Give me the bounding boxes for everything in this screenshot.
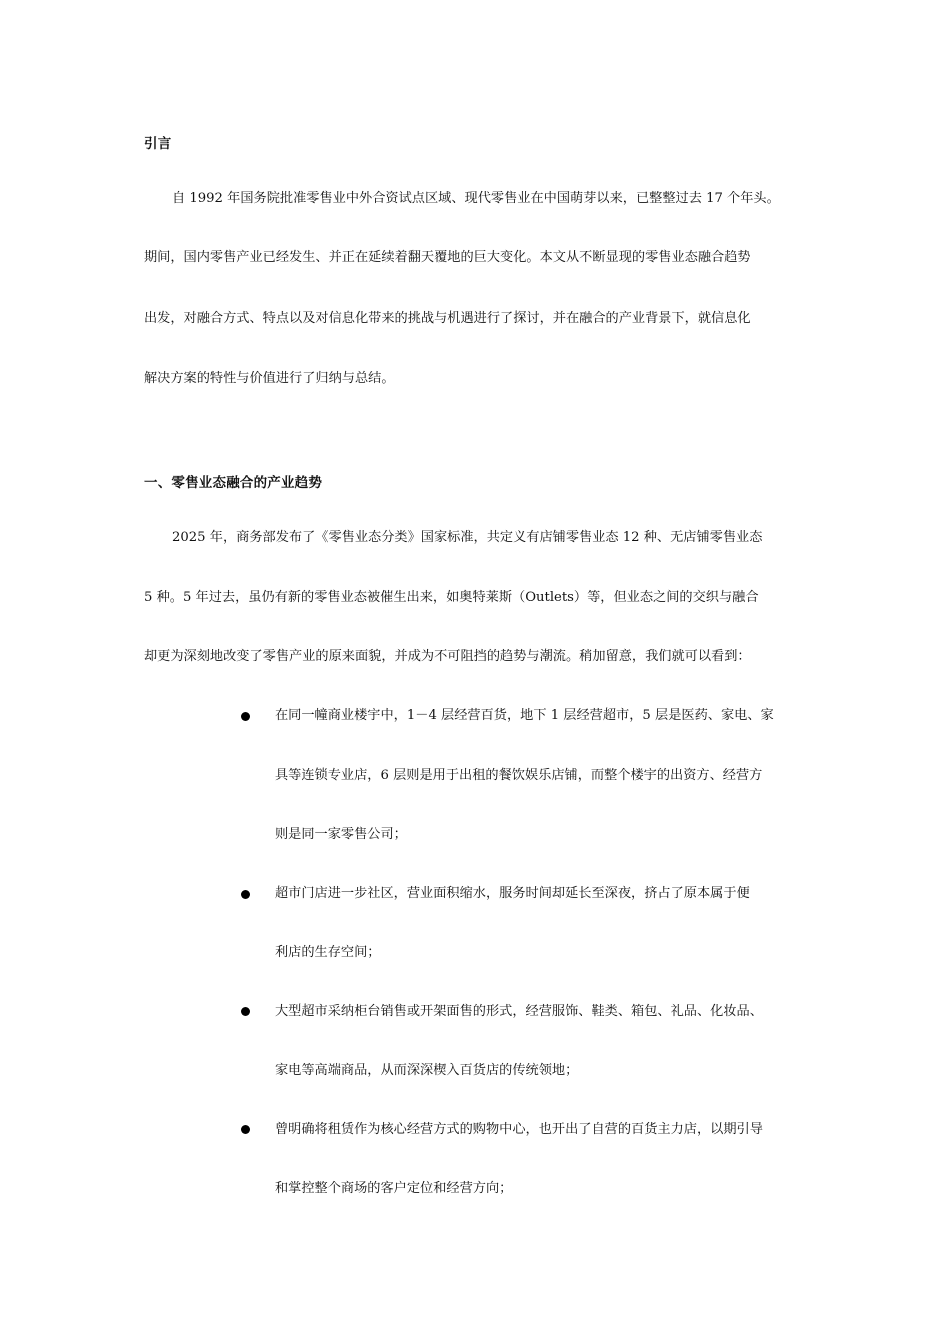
intro-line-3: 出发，对融合方式、特点以及对信息化带来的挑战与机遇进行了探讨，并在融合的产业背景下，就信息化 — [144, 311, 751, 326]
bullet-3-line-1: 大型超市采纳柜台销售或开架面售的形式，经营服饰、鞋类、箱包、礼品、化妆品、 — [275, 1004, 763, 1019]
intro-heading: 引言 — [144, 136, 172, 152]
bullet-4-line-1: 曾明确将租赁作为核心经营方式的购物中心，也开出了自营的百货主力店，以期引导 — [275, 1122, 763, 1137]
bullet-3-line-2: 家电等高端商品，从而深深楔入百货店的传统领地； — [275, 1063, 579, 1078]
section1-heading: 一、零售业态融合的产业趋势 — [144, 475, 323, 491]
intro-line-4: 解决方案的特性与价值进行了归纳与总结。 — [144, 371, 395, 386]
section1-line-1: 2025 年，商务部发布了《零售业态分类》国家标准，共定义有店铺零售业态 12 种、无店铺零售业态 — [172, 530, 763, 545]
bullet-1-line-3: 则是同一家零售公司； — [275, 827, 407, 842]
intro-line-2: 期间，国内零售产业已经发生、并正在延续着翻天覆地的巨大变化。本文从不断显现的零售业态融合趋势 — [144, 250, 751, 265]
bullet-2-line-2: 利店的生存空间； — [275, 945, 381, 960]
bullet-2-line-1: 超市门店进一步社区，营业面积缩水，服务时间却延长至深夜，挤占了原本属于便 — [275, 886, 750, 901]
bullet-dot-2 — [241, 890, 250, 899]
bullet-dot-4 — [241, 1125, 250, 1134]
section1-line-3: 却更为深刻地改变了零售产业的原来面貌，并成为不可阻挡的趋势与潮流。稍加留意，我们就可以看到： — [144, 649, 751, 664]
bullet-1-line-2: 具等连锁专业店，6 层则是用于出租的餐饮娱乐店铺，而整个楼宇的出资方、经营方 — [275, 768, 763, 783]
section1-line-2: 5 种。5 年过去，虽仍有新的零售业态被催生出来，如奥特莱斯（Outlets）等，但业态之间的交织与融合 — [144, 590, 759, 605]
bullet-4-line-2: 和掌控整个商场的客户定位和经营方向； — [275, 1181, 513, 1196]
bullet-1-line-1: 在同一幢商业楼宇中，1－4 层经营百货，地下 1 层经营超市，5 层是医药、家电、家 — [275, 708, 774, 723]
intro-line-1: 自 1992 年国务院批准零售业中外合资试点区域、现代零售业在中国萌芽以来，已整整过去 17 个年头。 — [172, 191, 780, 206]
bullet-dot-3 — [241, 1007, 250, 1016]
bullet-dot-1 — [241, 712, 250, 721]
